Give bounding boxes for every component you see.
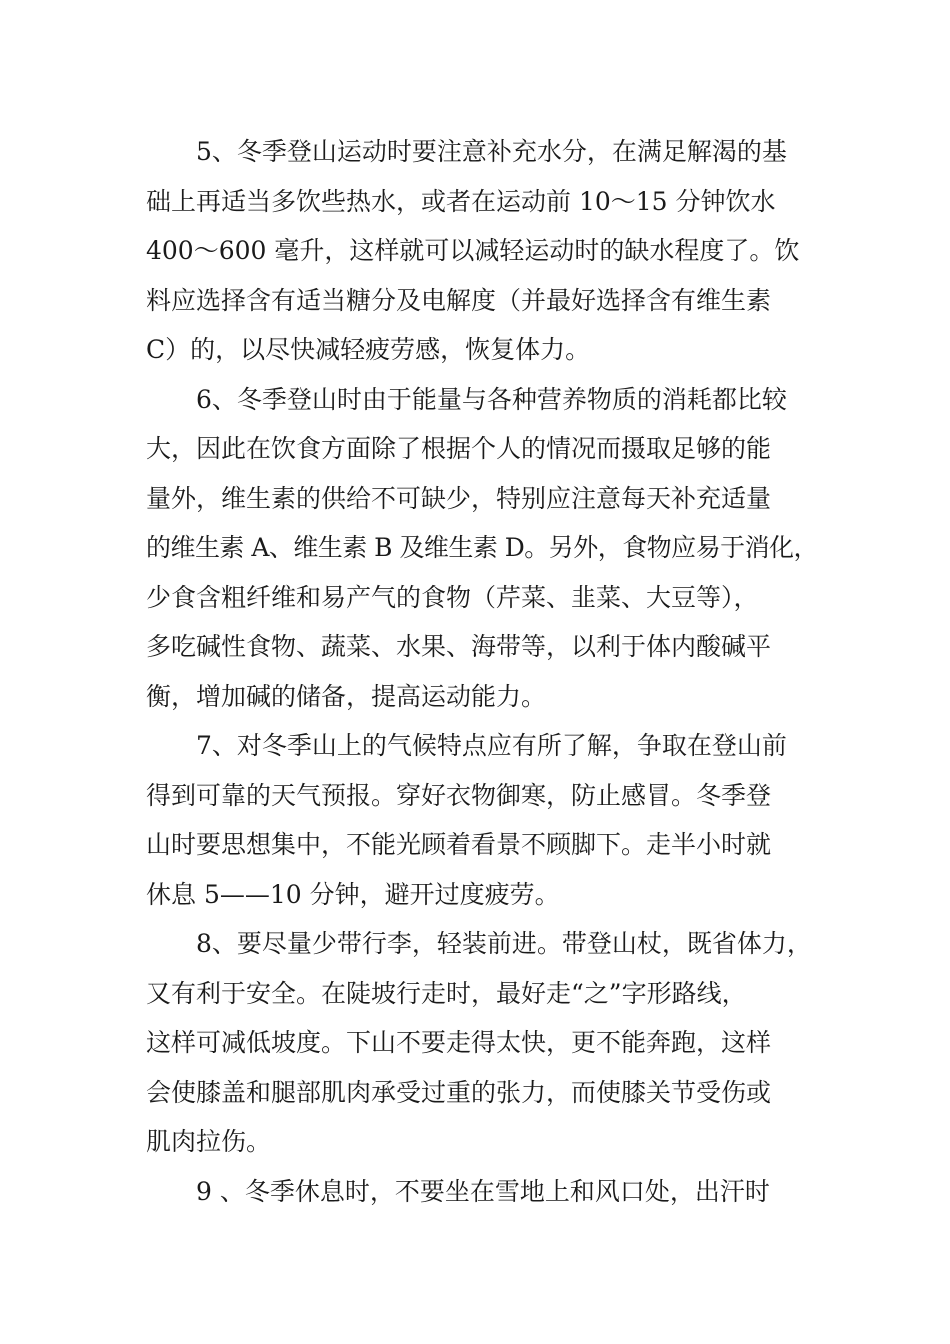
- paragraph-line: 8、要尽量少带行李，轻装前进。带登山杖，既省体力，: [196, 929, 812, 958]
- paragraph-line: 多吃碱性食物、蔬菜、水果、海带等，以利于体内酸碱平: [146, 632, 772, 661]
- paragraph-8: [146, 919, 818, 1167]
- paragraph-line: 6、冬季登山时由于能量与各种营养物质的消耗都比较: [196, 384, 787, 414]
- document-body: [146, 127, 818, 1216]
- paragraph-line: 5、冬季登山运动时要注意补充水分，在满足解渴的基: [196, 137, 787, 166]
- paragraph-6: [146, 375, 818, 722]
- paragraph-line: 400～600 毫升，这样就可以减轻运动时的缺水程度了。饮: [146, 236, 800, 265]
- paragraph-line: 休息 5——10 分钟，避开过度疲劳。: [146, 879, 560, 909]
- paragraph-line: 大，因此在饮食方面除了根据个人的情况而摄取足够的能: [146, 434, 772, 463]
- paragraph-line: 会使膝盖和腿部肌肉承受过重的张力，而使膝关节受伤或: [146, 1077, 772, 1107]
- paragraph-line: 少食含粗纤维和易产气的食物（芹菜、韭菜、大豆等），: [146, 582, 759, 612]
- paragraph-line: 又有利于安全。在陡坡行走时，最好走“之”字形路线，: [146, 978, 747, 1008]
- paragraph-line: 量外，维生素的供给不可缺少，特别应注意每天补充适量: [146, 483, 772, 513]
- paragraph-line: 这样可减低坡度。下山不要走得太快，更不能奔跑，这样: [146, 1028, 772, 1057]
- paragraph-line: 料应选择含有适当糖分及电解度（并最好选择含有维生素: [146, 285, 772, 315]
- paragraph-line: 9 、冬季休息时，不要坐在雪地上和风口处，出汗时: [196, 1176, 770, 1206]
- paragraph-line: 衡，增加碱的储备，提高运动能力。: [146, 681, 547, 711]
- paragraph-line: 的维生素 A、维生素 B 及维生素 D。另外，食物应易于消化，: [146, 533, 818, 562]
- paragraph-7: [146, 721, 818, 919]
- paragraph-line: 础上再适当多饮些热水，或者在运动前 10～15 分钟饮水: [146, 186, 776, 216]
- paragraph-line: C）的，以尽快减轻疲劳感，恢复体力。: [146, 335, 591, 364]
- paragraph-line: 肌肉拉伤。: [146, 1127, 272, 1156]
- paragraph-9: [146, 1167, 818, 1217]
- paragraph-line: 7、对冬季山上的气候特点应有所了解，争取在登山前: [196, 731, 787, 760]
- paragraph-line: 得到可靠的天气预报。穿好衣物御寒，防止感冒。冬季登: [146, 780, 772, 810]
- paragraph-line: 山时要思想集中，不能光顾着看景不顾脚下。走半小时就: [146, 830, 772, 859]
- paragraph-5: [146, 127, 818, 375]
